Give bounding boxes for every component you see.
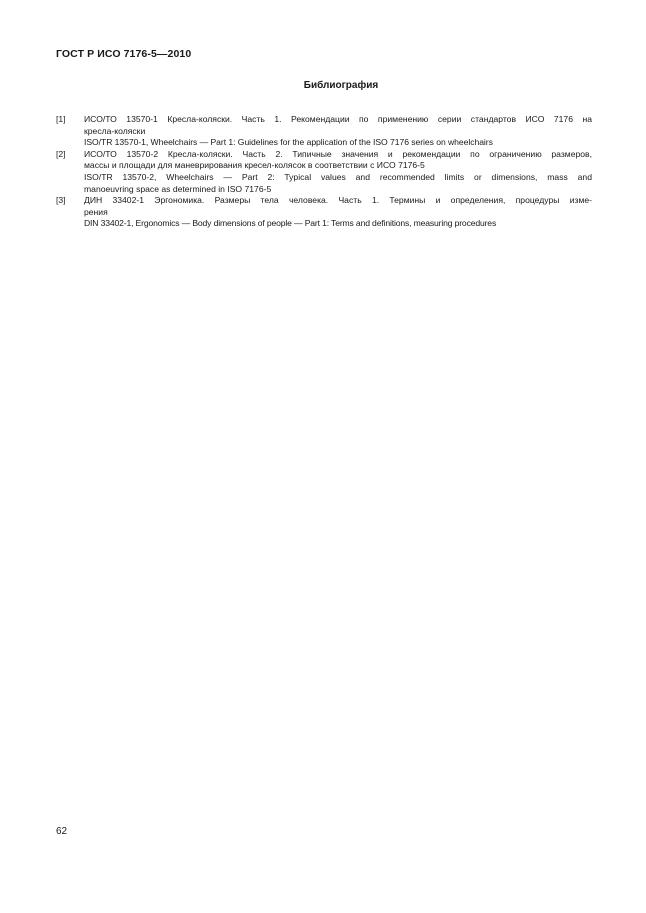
entry-line: ИСО/ТО 13570-2 Кресла-коляски. Часть 2. Типичные значения и рекомендации по ограничению размеров,	[84, 148, 592, 159]
bibliography-list	[56, 114, 592, 230]
bibliography-entry	[56, 149, 592, 195]
entry-body	[84, 149, 592, 195]
entry-number: [3]	[56, 195, 66, 206]
bibliography-entry	[56, 195, 592, 230]
entry-line: manoeuvring space as determined in ISO 7176-5	[84, 183, 272, 194]
page-number: 62	[56, 826, 68, 837]
section-title: Библиография	[303, 80, 379, 91]
document-code: ГОСТ Р ИСО 7176-5—2010	[56, 48, 192, 60]
entry-body	[84, 195, 592, 230]
entry-line: ДИН 33402-1 Эргономика. Размеры тела человека. Часть 1. Термины и определения, процедуры изме-	[84, 195, 592, 206]
entry-body	[84, 114, 592, 149]
entry-number: [2]	[56, 148, 66, 159]
entry-line: массы и площади для маневрирования кресел-колясок в соответствии с ИСО 7176-5	[84, 160, 425, 171]
entry-line: ИСО/ТО 13570-1 Кресла-коляски. Часть 1. Рекомендации по применению серии стандартов ИСО 7176 на	[84, 114, 592, 124]
entry-line: DIN 33402-1, Ergonomics — Body dimensions of people — Part 1: Terms and definitions, measuring procedures	[84, 218, 497, 229]
entry-line: ISO/TR 13570-2, Wheelchairs — Part 2: Typical values and recommended limits or dimensions, mass and	[84, 171, 592, 182]
entry-line: ISO/TR 13570-1, Wheelchairs — Part 1: Guidelines for the application of the ISO 7176 series on wheelchairs	[84, 137, 493, 148]
entry-number: [1]	[56, 114, 66, 124]
bibliography-entry	[56, 114, 592, 149]
entry-line: рения	[84, 206, 108, 217]
entry-line: кресла-коляски	[84, 125, 146, 136]
